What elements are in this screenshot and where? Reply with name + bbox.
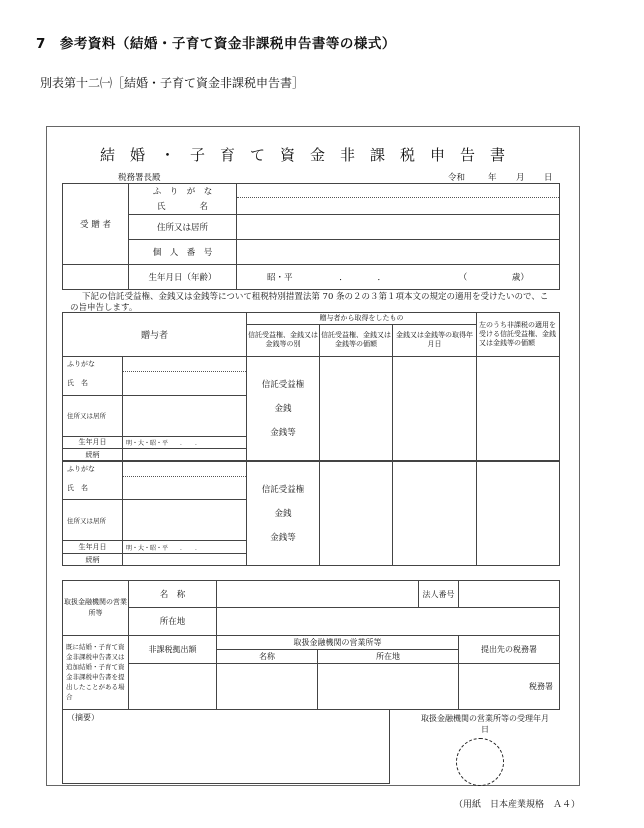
donor2-type-cash: 金銭 bbox=[274, 508, 292, 519]
summary-label: （摘要） bbox=[67, 713, 99, 722]
corp-number-field[interactable] bbox=[459, 581, 560, 608]
donor2-relation-field[interactable] bbox=[123, 554, 247, 566]
paper-spec-footer: （用紙 日本産業規格 Ａ４） bbox=[453, 800, 580, 810]
recipient-name-field[interactable] bbox=[237, 198, 560, 215]
date-month: 月 bbox=[516, 173, 525, 183]
donor1-exempt-field[interactable] bbox=[477, 357, 560, 462]
donor1-type-cash: 金銭 bbox=[274, 403, 292, 414]
submitted-amount-field[interactable] bbox=[129, 663, 217, 709]
recipient-birth-dots: ． ． bbox=[339, 273, 386, 283]
declaration-text: 下記の信託受益権、金銭又は金銭等について租税特別措置法第 70 条の２の３第１項本文の規定の適用を受けたいので、この旨申告します。 bbox=[70, 292, 549, 313]
donor2-name-field[interactable] bbox=[123, 476, 247, 500]
institution-table bbox=[62, 580, 560, 710]
office-name-header: 名称 bbox=[217, 650, 318, 664]
donor1-furigana-field[interactable] bbox=[123, 357, 247, 372]
corp-number-label: 法人番号 bbox=[419, 581, 459, 608]
donor1-address-field[interactable] bbox=[123, 395, 247, 436]
office-label: 取扱金融機関の営業所等 bbox=[63, 581, 129, 636]
form-caption: 別表第十二㈠［結婚・子育て資金非課税申告書］ bbox=[40, 76, 305, 90]
inst-name-field[interactable] bbox=[217, 581, 419, 608]
donor-table bbox=[62, 312, 560, 566]
donor1-type-cash-etc: 金銭等 bbox=[270, 427, 296, 438]
recipient-birth-label: 生年月日（年齢） bbox=[129, 265, 237, 290]
donor1-birth-label: 生年月日 bbox=[63, 436, 123, 449]
prior-label: 既に結婚・子育て資金非課税申告書又は追加結婚・子育て資金非課税申告書を提出したことがある場合 bbox=[63, 635, 129, 709]
date-year: 年 bbox=[488, 173, 497, 183]
date-day: 日 bbox=[544, 173, 553, 183]
type-header: 信託受益権、金銭又は金銭等の別 bbox=[247, 324, 320, 356]
recipient-age-open: （ bbox=[458, 273, 468, 283]
donor2-relation-label: 続柄 bbox=[63, 554, 123, 566]
donor1-relation-label: 続柄 bbox=[63, 449, 123, 461]
donor2-birth-label: 生年月日 bbox=[63, 541, 123, 554]
donor-header: 贈与者 bbox=[63, 313, 247, 357]
donor2-type-cell bbox=[247, 461, 320, 565]
tax-office-label: 提出先の税務署 bbox=[459, 635, 560, 663]
donor2-name-label: 氏 名 bbox=[63, 476, 123, 500]
form-title: 結婚・子育て資金非課税申告書 bbox=[99, 146, 520, 164]
recipient-address-label: 住所又は居所 bbox=[129, 215, 237, 240]
donor2-type-trust: 信託受益権 bbox=[261, 484, 305, 495]
donor2-birth-field[interactable]: 明・大・昭・平 ． ． bbox=[123, 541, 247, 554]
donor1-address-label: 住所又は居所 bbox=[63, 395, 123, 436]
receipt-label: 取扱金融機関の営業所等の受理年月日 bbox=[421, 714, 549, 734]
inst-location-field[interactable] bbox=[217, 608, 560, 635]
inst-name-label: 名 称 bbox=[129, 581, 217, 608]
value-header: 信託受益権、金銭又は金銭等の価額 bbox=[320, 324, 393, 356]
section-heading: 7 参考資料（結婚・子育て資金非課税申告書等の様式） bbox=[36, 36, 396, 52]
donor2-exempt-field[interactable] bbox=[477, 461, 560, 565]
donor2-furigana-label: ふりがな bbox=[63, 461, 123, 476]
donor1-relation-field[interactable] bbox=[123, 449, 247, 461]
donor1-date-field[interactable] bbox=[393, 357, 477, 462]
recipient-personal-number-field[interactable] bbox=[237, 240, 560, 265]
inst-location-label: 所在地 bbox=[129, 608, 217, 635]
tax-office-field[interactable]: 税務署 bbox=[459, 663, 560, 709]
submitted-label: 非課税拠出額 bbox=[129, 635, 217, 663]
receipt-stamp-circle bbox=[456, 738, 504, 786]
donor1-value-field[interactable] bbox=[320, 357, 393, 462]
recipient-age-suffix: 歳） bbox=[511, 273, 529, 283]
donor1-type-cell bbox=[247, 357, 320, 462]
donor1-name-label: 氏 名 bbox=[63, 372, 123, 396]
recipient-address-field[interactable] bbox=[237, 215, 560, 240]
donor2-address-field[interactable] bbox=[123, 500, 247, 541]
donor1-birth-field[interactable]: 明・大・昭・平 ． ． bbox=[123, 436, 247, 449]
addressee: 税務署長殿 bbox=[118, 173, 161, 183]
donor2-date-field[interactable] bbox=[393, 461, 477, 565]
donor2-address-label: 住所又は居所 bbox=[63, 500, 123, 541]
office-header: 取扱金融機関の営業所等 bbox=[217, 635, 459, 650]
donor2-type-cash-etc: 金銭等 bbox=[270, 532, 296, 543]
recipient-name-label: 氏 名 bbox=[129, 198, 237, 215]
donor2-furigana-field[interactable] bbox=[123, 461, 247, 476]
office-location-field[interactable] bbox=[318, 663, 459, 709]
acquired-header: 贈与者から取得をしたもの bbox=[247, 313, 477, 325]
summary-box[interactable] bbox=[62, 710, 390, 784]
date-header: 金銭又は金銭等の取得年月日 bbox=[393, 324, 477, 356]
date-era: 令和 bbox=[448, 173, 466, 183]
donor1-name-field[interactable] bbox=[123, 372, 247, 396]
donor1-type-trust: 信託受益権 bbox=[261, 379, 305, 390]
office-location-header: 所在地 bbox=[318, 650, 459, 664]
recipient-group-label: 受 贈 者 bbox=[63, 184, 129, 265]
donor1-furigana-label: ふりがな bbox=[63, 357, 123, 372]
exempt-header: 左のうち非課税の適用を受ける信託受益権、金銭又は金銭等の価額 bbox=[477, 313, 560, 357]
recipient-birth-field[interactable] bbox=[237, 265, 560, 290]
recipient-furigana-label: ふ り が な bbox=[129, 184, 237, 198]
office-name-field[interactable] bbox=[217, 663, 318, 709]
recipient-table bbox=[62, 183, 560, 290]
recipient-furigana-field[interactable] bbox=[237, 184, 560, 198]
recipient-personal-number-label: 個 人 番 号 bbox=[129, 240, 237, 265]
donor2-value-field[interactable] bbox=[320, 461, 393, 565]
recipient-birth-era: 昭・平 bbox=[267, 273, 293, 283]
